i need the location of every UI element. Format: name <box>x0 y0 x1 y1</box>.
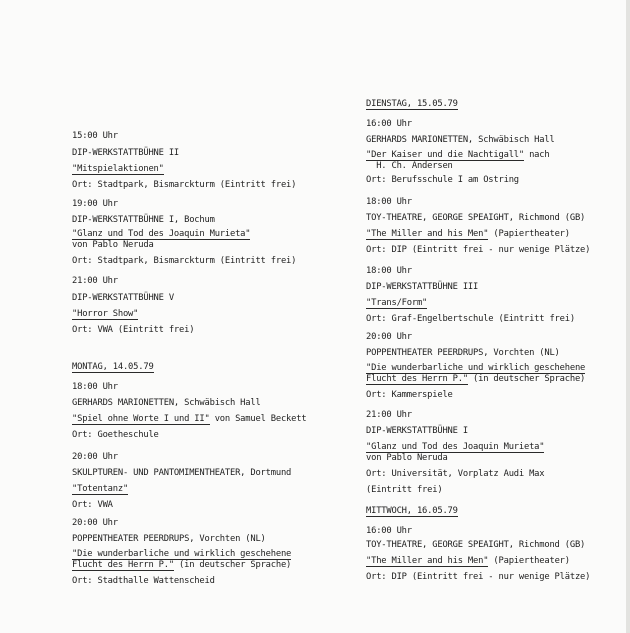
event-author: von Pablo Neruda <box>366 453 448 463</box>
event-title: "Glanz und Tod des Joaquin Murieta" <box>72 229 251 239</box>
event-time: 21:00 Uhr <box>366 410 412 420</box>
event-block <box>72 382 306 441</box>
day-heading-text: MITTWOCH, 16.05.79 <box>366 506 458 516</box>
event-time: 18:00 Uhr <box>366 197 412 207</box>
event-block <box>366 526 590 583</box>
event-block <box>72 276 194 336</box>
event-block <box>366 266 575 325</box>
event-author: H. Ch. Andersen <box>366 161 453 171</box>
event-time: 20:00 Uhr <box>366 332 412 342</box>
event-title: "Trans/Form" <box>366 298 428 308</box>
event-troupe: DIP-WERKSTATTBÜHNE II <box>72 148 180 158</box>
event-title: "Mitspielaktionen" <box>72 164 164 174</box>
event-block <box>366 332 585 401</box>
event-title-suffix: (in deutscher Sprache) <box>173 560 292 570</box>
event-block <box>366 197 590 256</box>
event-block <box>72 131 296 191</box>
day-heading-text: DIENSTAG, 15.05.79 <box>366 99 458 109</box>
event-block <box>72 199 296 267</box>
event-venue: Ort: DIP (Eintritt frei - nur wenige Plätze) <box>366 572 591 582</box>
event-troupe: TOY-THEATRE, GEORGE SPEAIGHT, Richmond (GB) <box>366 540 586 550</box>
event-title-suffix: von Samuel Beckett <box>209 414 307 424</box>
event-title-suffix: (in deutscher Sprache) <box>467 374 586 384</box>
event-troupe: DIP-WERKSTATTBÜHNE I <box>366 426 468 436</box>
event-venue: Ort: Berufsschule I am Ostring <box>366 175 519 185</box>
event-venue: Ort: VWA (Eintritt frei) <box>72 325 195 335</box>
event-troupe: DIP-WERKSTATTBÜHNE I, Bochum <box>72 215 215 225</box>
event-title-suffix: (Papiertheater) <box>488 229 570 239</box>
event-author: von Pablo Neruda <box>72 240 154 250</box>
event-title: "The Miller and his Men" <box>366 229 489 239</box>
event-troupe: DIP-WERKSTATTBÜHNE III <box>366 282 479 292</box>
event-title: "The Miller and his Men" <box>366 556 489 566</box>
event-time: 16:00 Uhr <box>366 526 412 536</box>
day-heading <box>366 99 458 110</box>
event-title: Flucht des Herrn P." <box>366 374 468 384</box>
event-troupe: POPPENTHEATER PEERDRUPS, Vorchten (NL) <box>72 534 266 544</box>
event-troupe: GERHARDS MARIONETTEN, Schwäbisch Hall <box>72 398 261 408</box>
event-venue: Ort: Stadtpark, Bismarckturm (Eintritt frei) <box>72 180 297 190</box>
event-title: "Totentanz" <box>72 484 129 494</box>
event-title: "Glanz und Tod des Joaquin Murieta" <box>366 442 545 452</box>
event-venue: Ort: Stadthalle Wattenscheid <box>72 576 215 586</box>
event-venue: Ort: VWA <box>72 500 113 510</box>
event-venue: Ort: Graf-Engelbertschule (Eintritt frei) <box>366 314 575 324</box>
event-title: "Die wunderbarliche und wirklich geschehene <box>72 549 292 559</box>
event-troupe: POPPENTHEATER PEERDRUPS, Vorchten (NL) <box>366 348 560 358</box>
page-edge-shadow <box>626 0 630 633</box>
event-title: "Horror Show" <box>72 309 139 319</box>
event-time: 20:00 Uhr <box>72 518 118 528</box>
event-time: 15:00 Uhr <box>72 131 118 141</box>
event-title-suffix: nach <box>523 150 550 160</box>
event-troupe: TOY-THEATRE, GEORGE SPEAIGHT, Richmond (GB) <box>366 213 586 223</box>
event-venue: Ort: Universität, Vorplatz Audi Max <box>366 469 545 479</box>
event-time: 21:00 Uhr <box>72 276 118 286</box>
event-title-suffix: (Papiertheater) <box>488 556 570 566</box>
event-title: "Spiel ohne Worte I und II" <box>72 414 210 424</box>
event-troupe: GERHARDS MARIONETTEN, Schwäbisch Hall <box>366 135 555 145</box>
event-troupe: DIP-WERKSTATTBÜHNE V <box>72 293 174 303</box>
event-venue-extra: (Eintritt frei) <box>366 485 443 495</box>
event-time: 20:00 Uhr <box>72 452 118 462</box>
day-heading <box>72 362 154 373</box>
event-title: Flucht des Herrn P." <box>72 560 174 570</box>
event-time: 19:00 Uhr <box>72 199 118 209</box>
event-block <box>72 518 291 587</box>
event-block <box>366 119 555 186</box>
event-time: 16:00 Uhr <box>366 119 412 129</box>
event-time: 18:00 Uhr <box>366 266 412 276</box>
event-venue: Ort: Goetheschule <box>72 430 159 440</box>
event-block <box>72 452 291 511</box>
event-venue: Ort: DIP (Eintritt frei - nur wenige Plätze) <box>366 245 591 255</box>
event-venue: Ort: Kammerspiele <box>366 390 453 400</box>
event-time: 18:00 Uhr <box>72 382 118 392</box>
event-block <box>366 410 544 496</box>
day-heading-text: MONTAG, 14.05.79 <box>72 362 154 372</box>
event-venue: Ort: Stadtpark, Bismarckturm (Eintritt frei) <box>72 256 297 266</box>
event-title: "Die wunderbarliche und wirklich geschehene <box>366 363 586 373</box>
day-heading <box>366 506 458 517</box>
event-troupe: SKULPTUREN- UND PANTOMIMENTHEATER, Dortmund <box>72 468 292 478</box>
event-title: "Der Kaiser und die Nachtigall" <box>366 150 524 160</box>
